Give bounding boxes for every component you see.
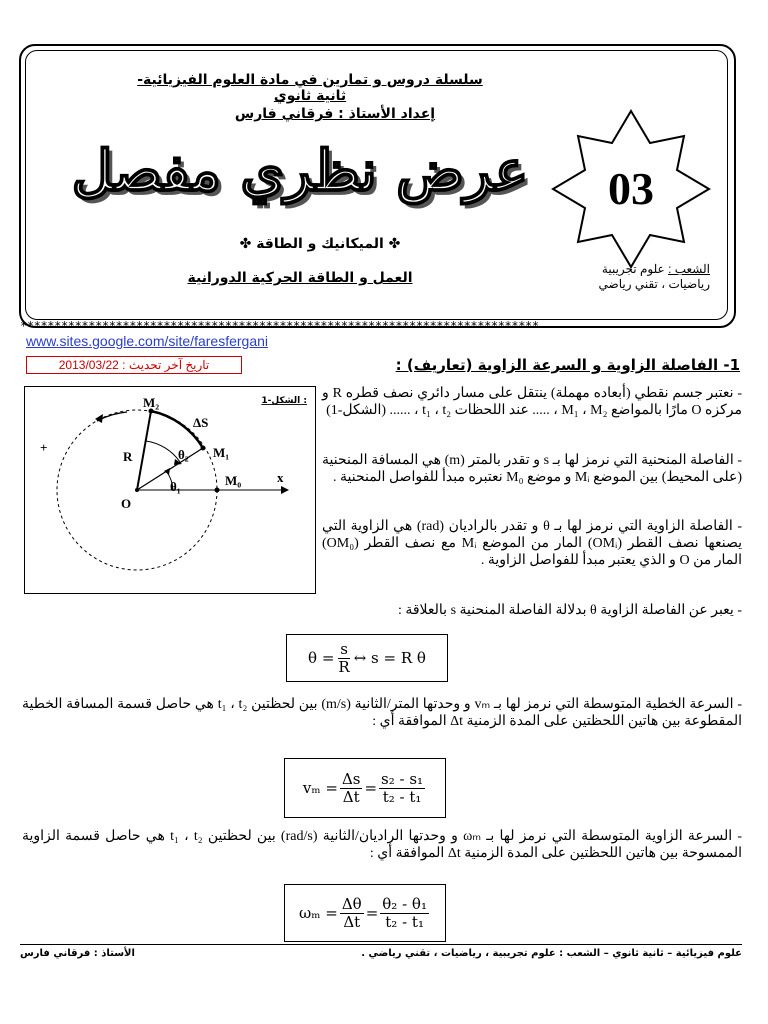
direction-arrow-icon (95, 414, 103, 423)
label-theta2: θ₂ (178, 447, 189, 462)
streams-line1: علوم تجريبية (601, 262, 665, 276)
theta1-arrow-icon (164, 468, 170, 475)
label-m0: M₀ (225, 473, 242, 488)
paragraph-2: - الفاصلة المنحنية التي نرمز لها بـ s و تقدر بالمتر (m) هي المسافة المنحنية (على المحيط) بين الموضع Mᵢ و موضع M₀ نعتبره مبدأ للفواصل المنحنية . (322, 453, 742, 485)
label-ds: ΔS (193, 415, 209, 430)
ornament-left-icon: ✤ (383, 236, 401, 252)
streams (540, 262, 710, 292)
figure-caption: الشكل-1 : (261, 396, 307, 406)
x-axis-arrow-icon (281, 486, 289, 494)
streams-line2: رياضيات ، تقني رياضي (598, 277, 710, 291)
label-theta1: θ₁ (170, 479, 181, 494)
label-x: x (277, 470, 284, 485)
equation-wm: ωₘ = $\frac{\Delta\theta}{\Delta t}$ = $\frac{\text{θ₂ - θ₁}}{\text{t₂ - t₁}}$ (284, 884, 446, 942)
equation-theta: θ = $\frac{s}{R}$ ↔ s = R θ (286, 634, 448, 682)
radius-om2 (137, 411, 151, 490)
paragraph-6: - السرعة الزاوية المتوسطة التي نرمز لها بـ ωₘ و وحدتها الراديان/الثانية (rad/s) بين لحظتين t₁ ، t₂ هي حاصل قسمة الزاوية الممسوحة بين هاتين اللحظتين على المدة الزمنية Δt الموافقة أي : (22, 829, 742, 861)
badge-number: 03 (608, 163, 654, 214)
streams-label: الشعب : (668, 262, 710, 276)
unit-title: ✤ الميكانيك و الطاقة ✤ (239, 236, 401, 252)
label-o: O (121, 496, 132, 511)
prepared-by: إعداد الأستاذ : فرقاني فارس (234, 106, 436, 122)
paragraph-3: - الفاصلة الزاوية التي نرمز لها بـ θ و تقدر بالراديان (rad) هي الزاوية التي يصنعها نصف القطر (OMᵢ) المار من الموضع Mᵢ مع نصف القطر (OM₀) المار من O و الذي يعتبر مبدأ للفواصل الزاوية . (322, 519, 743, 568)
ornament-right-icon: ✤ (239, 236, 257, 252)
paragraph-5: - السرعة الخطية المتوسطة التي نرمز لها بـ vₘ و وحدتها المتر/الثانية (m/s) بين لحظتين t₁ ، t₂ هي حاصل قسمة المسافة الخطية المقطوعة بين هاتين اللحظتين على المدة الزمنية Δt الموافقة أي : (22, 697, 742, 729)
figure-circle-diagram (25, 387, 313, 591)
series-line: سلسلة دروس و تمارين في مادة العلوم الفيزيائية- ثانية ثانوي (137, 72, 483, 104)
point-m0 (215, 488, 220, 493)
point-m1 (201, 446, 206, 451)
main-title: عرض نظري مفصل (71, 138, 529, 204)
equation-vm: vₘ = $\frac{\Delta s}{\Delta t}$ = $\frac{\text{s₂ - s₁}}{\text{t₂ - t₁}}$ (284, 758, 446, 818)
section-title: 1- الفاصلة الزاوية و السرعة الزاوية (تعاريف) : (395, 356, 740, 374)
update-date: تاريخ آخر تحديث : 2013/03/22 (26, 356, 242, 374)
footer-left: الأستاذ : فرقاني فارس (20, 948, 135, 959)
site-link[interactable]: www.sites.google.com/site/faresfergani (26, 333, 268, 349)
footer-right: علوم فيزيائية – ثانية ثانوي – الشعب : علوم تجريبية ، رياضيات ، تقني رياضي . (361, 948, 742, 959)
footer-rule (20, 944, 742, 945)
label-m1: M₁ (213, 445, 230, 460)
subunit-title: العمل و الطاقة الحركية الدورانية (187, 270, 413, 286)
star-separator: **************************************************************************** (20, 319, 539, 333)
arc-theta2 (146, 441, 180, 462)
label-plus: + (40, 440, 48, 455)
paragraph-1: - نعتبر جسم نقطي (أبعاده مهملة) ينتقل على مسار دائري نصف قطره R و مركزه O مارًا بالمواضع M₁ ، M₂ ، ..... عند اللحظات t₁ ، t₂ ، ...... (الشكل-1) (322, 386, 742, 418)
star-badge (548, 106, 714, 272)
label-r: R (123, 449, 133, 464)
point-o (135, 488, 139, 492)
paragraph-4: - يعبر عن الفاصلة الزاوية θ بدلالة الفاصلة المنحنية s بالعلاقة : (397, 603, 742, 618)
label-m2: M₂ (143, 395, 160, 410)
